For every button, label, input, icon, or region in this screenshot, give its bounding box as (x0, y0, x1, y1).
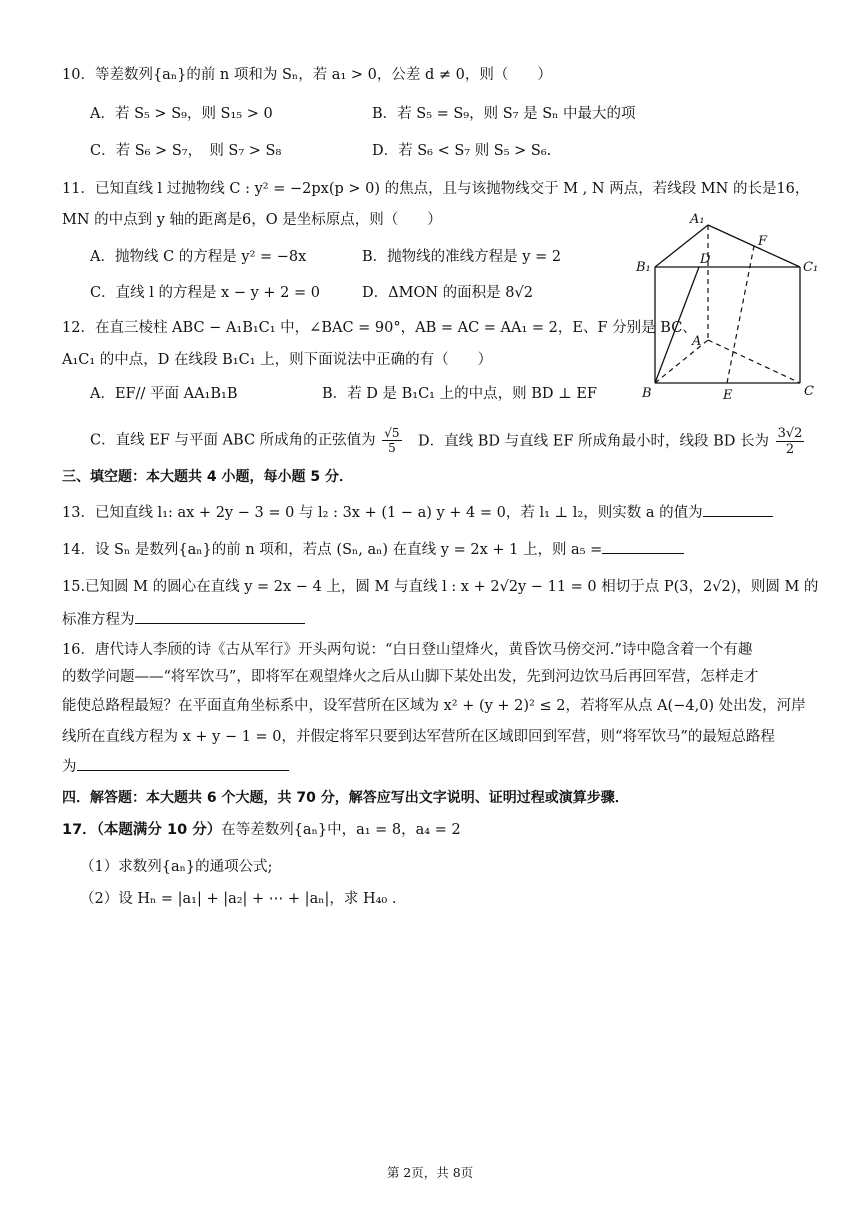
page-footer: 第 2页，共 8页 (386, 1165, 474, 1180)
q11-option-c: C．直线 l 的方程是 x − y + 2 = 0 (90, 285, 320, 301)
q12-option-c-denominator: 5 (388, 441, 396, 455)
q15-text: 标准方程为 (62, 612, 135, 628)
q15-line-2 (62, 609, 305, 630)
q17-part-2: （2）设 Hₙ = |a₁| + |a₂| + ⋯ + |aₙ|，求 H₄₀ . (80, 891, 397, 907)
q13-blank (703, 502, 773, 517)
q12-option-a: A．EF// 平面 AA₁B₁B (90, 386, 238, 402)
q12-option-d-text: D．直线 BD 与直线 EF 所成角最小时，线段 BD 长为 (418, 433, 769, 450)
q16-blank (77, 756, 289, 771)
q16-line-3: 能使总路程最短？在平面直角坐标系中，设军营所在区域为 x² + (y + 2)² ≤ 2，若将军从点 A(−4,0) 处出发，河岸 (62, 698, 806, 714)
label-a: A (692, 334, 702, 349)
label-c: C (804, 384, 814, 399)
label-d: D (700, 252, 711, 267)
q12-option-d-numerator: 3√2 (777, 426, 803, 441)
q16-text: 为 (62, 759, 77, 775)
q12-stem-2: A₁C₁ 的中点，D 在线段 B₁C₁ 上，则下面说法中正确的有（ ） (62, 352, 493, 368)
q11-option-b: B．抛物线的准线方程是 y = 2 (362, 249, 562, 265)
q12-option-d (418, 426, 804, 457)
q12-option-c-fraction (382, 426, 401, 455)
q16-line-4: 线所在直线方程为 x + y − 1 = 0，并假定将军只要到达军营所在区域即回到军营，则“将军饮马”的最短总路程 (62, 729, 775, 745)
q14-blank (602, 539, 684, 554)
q15-line-1: 15.已知圆 M 的圆心在直线 y = 2x − 4 上，圆 M 与直线 l : x + 2√2y − 11 = 0 相切于点 P(3，2√2)，则圆 M 的 (62, 579, 819, 595)
q14-text: 14．设 Sₙ 是数列{aₙ}的前 n 项和，若点 (Sₙ, aₙ) 在直线 y = 2x + 1 上，则 a₅ = (62, 542, 603, 558)
q12-option-c (90, 426, 402, 455)
label-b1: B₁ (636, 260, 651, 275)
q10-option-b: B．若 S₅ = S₉，则 S₇ 是 Sₙ 中最大的项 (372, 106, 636, 122)
q10-option-d: D．若 S₆ < S₇ 则 S₅ > S₆. (372, 143, 552, 159)
section-4-heading: 四．解答题：本大题共 6 个大题，共 70 分，解答应写出文字说明、证明过程或演算步骤． (62, 790, 629, 806)
q17-body: 在等差数列{aₙ}中，a₁ = 8，a₄ = 2 (221, 822, 461, 838)
q10-option-c: C．若 S₆ > S₇， 则 S₇ > S₈ (90, 143, 282, 159)
label-b: B (642, 386, 652, 401)
q13 (62, 502, 773, 523)
q12-stem-1: 12．在直三棱柱 ABC − A₁B₁C₁ 中，∠BAC = 90°，AB = AC = AA₁ = 2，E、F 分别是 BC、 (62, 320, 697, 336)
label-c1: C₁ (803, 260, 819, 275)
q16-line-2: 的数学问题——“将军饮马”，即将军在观望烽火之后从山脚下某处出发，先到河边饮马后再回军营，怎样走才 (62, 669, 759, 685)
q16-line-5 (62, 756, 289, 777)
q12-option-d-denominator: 2 (785, 442, 795, 457)
section-3-heading: 三、填空题：本大题共 4 小题，每小题 5 分． (62, 469, 353, 485)
prism-figure (630, 205, 825, 405)
q11-stem-1: 11．已知直线 l 过抛物线 C : y² = −2px(p > 0) 的焦点，且与该抛物线交于 M , N 两点，若线段 MN 的长是16， (62, 181, 810, 197)
q12-option-c-numerator: √5 (384, 426, 400, 440)
q17-part-1: （1）求数列{aₙ}的通项公式; (80, 859, 273, 875)
q16-line-1: 16．唐代诗人李颀的诗《古从军行》开头两句说：“白日登山望烽火，黄昏饮马傍交河.”诗中隐含着一个有趣 (62, 642, 753, 658)
q12-option-b: B．若 D 是 B₁C₁ 上的中点，则 BD ⊥ EF (322, 386, 597, 402)
q15-blank (135, 609, 305, 624)
q10-stem: 10．等差数列{aₙ}的前 n 项和为 Sₙ，若 a₁ > 0，公差 d ≠ 0，则（ ） (62, 67, 552, 83)
label-e: E (723, 388, 733, 403)
q11-stem-2: MN 的中点到 y 轴的距离是6，O 是坐标原点，则（ ） (62, 212, 442, 228)
q17-heading: 17．（本题满分 10 分） (62, 822, 222, 838)
label-a1: A₁ (690, 212, 705, 227)
q14 (62, 539, 684, 560)
label-f: F (758, 234, 768, 249)
q17-stem (62, 820, 461, 840)
q11-option-a: A．抛物线 C 的方程是 y² = −8x (90, 249, 307, 265)
q11-option-d: D．ΔMON 的面积是 8√2 (362, 285, 533, 301)
q12-option-c-text: C．直线 EF 与平面 ABC 所成角的正弦值为 (90, 432, 376, 449)
q10-option-a: A．若 S₅ > S₉，则 S₁₅ > 0 (90, 106, 273, 122)
q13-text: 13．已知直线 l₁: ax + 2y − 3 = 0 与 l₂ : 3x + (1 − a) y + 4 = 0，若 l₁ ⊥ l₂，则实数 a 的值为 (62, 505, 703, 521)
q12-option-d-fraction (776, 426, 805, 457)
